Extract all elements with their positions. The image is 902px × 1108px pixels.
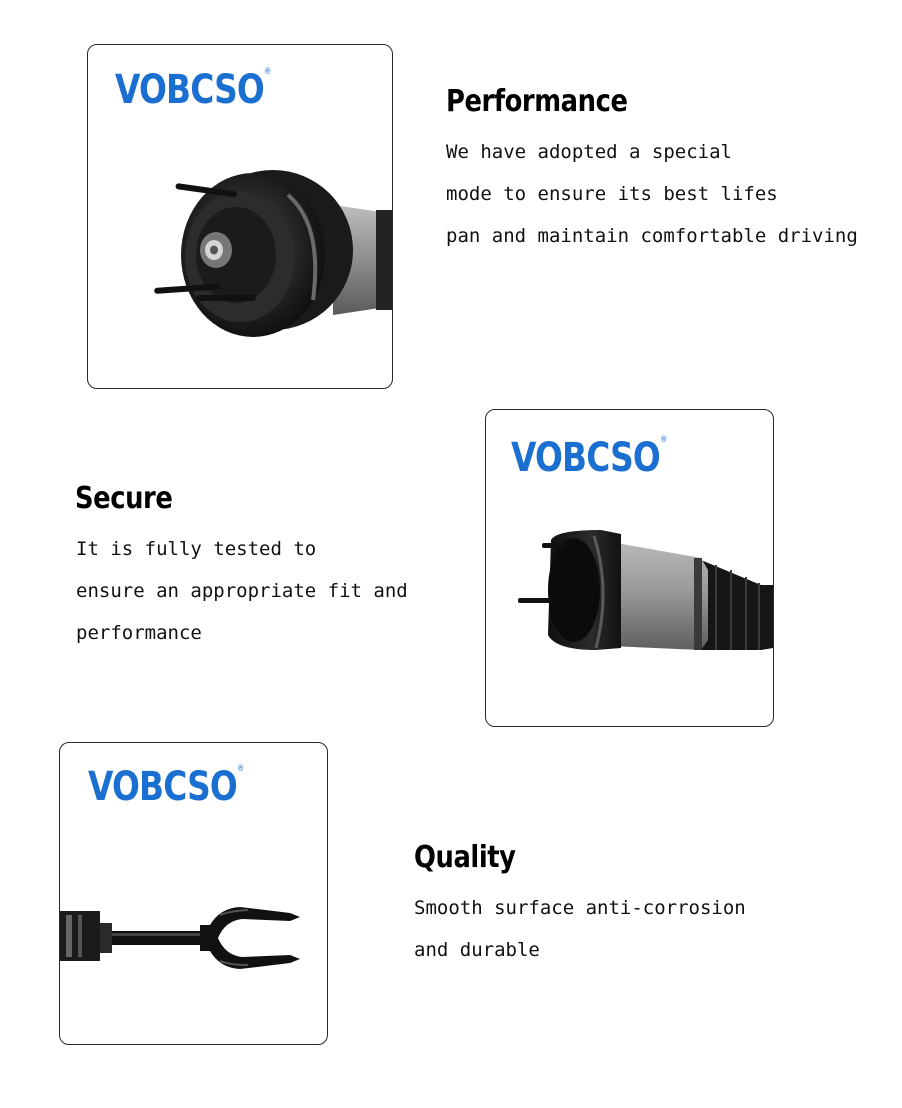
- text-line: It is fully tested to: [76, 538, 317, 560]
- section-body-secure: [76, 528, 408, 654]
- text-line: mode to ensure its best lifes: [446, 183, 778, 205]
- brand-logo: VOBCSO®: [511, 435, 667, 481]
- product-image-card-3: [59, 742, 328, 1045]
- section-heading-secure: Secure: [75, 481, 173, 516]
- text-line: We have adopted a special: [446, 141, 732, 163]
- product-image-card-2: [485, 409, 774, 727]
- text-line: and durable: [414, 939, 540, 961]
- text-line: performance: [76, 622, 202, 644]
- product-image-card-1: [87, 44, 393, 389]
- section-heading-quality: Quality: [414, 840, 516, 875]
- section-heading-performance: Performance: [446, 84, 628, 119]
- brand-logo: VOBCSO®: [115, 67, 271, 113]
- text-line: Smooth surface anti-corrosion: [414, 897, 746, 919]
- text-line: pan and maintain comfortable driving: [446, 225, 858, 247]
- text-line: ensure an appropriate fit and: [76, 580, 408, 602]
- strut-fork-image: [60, 743, 327, 1044]
- section-body-quality: [414, 887, 746, 971]
- section-body-performance: [446, 131, 858, 257]
- air-spring-side-view-image: [486, 410, 773, 726]
- brand-logo: VOBCSO®: [88, 764, 244, 810]
- air-spring-top-mount-image: [88, 45, 392, 388]
